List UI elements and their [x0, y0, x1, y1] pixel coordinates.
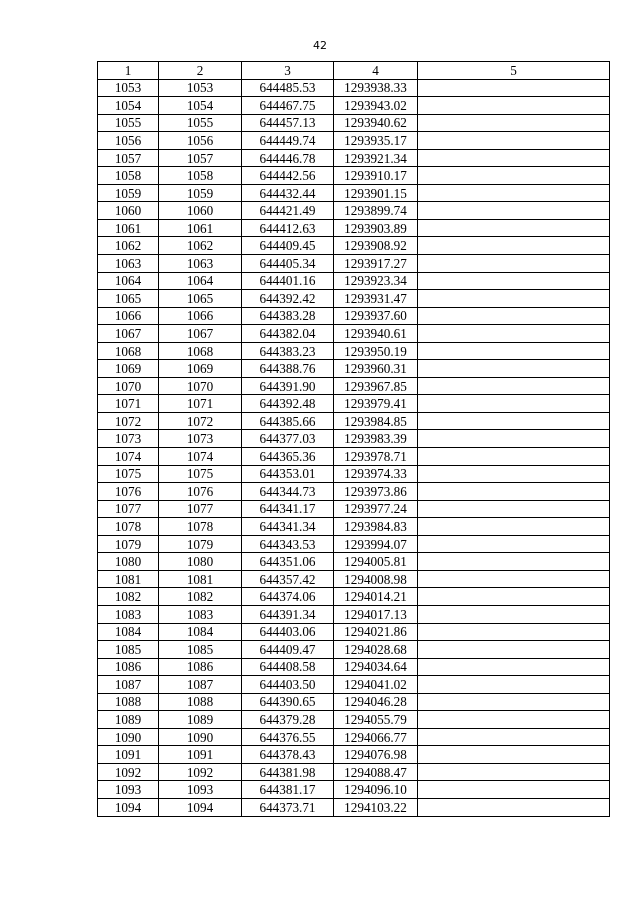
table-cell: 644442.56 [242, 167, 334, 185]
table-cell: 1069 [159, 360, 242, 378]
table-cell: 1056 [159, 132, 242, 150]
table-cell: 1294096.10 [334, 781, 418, 799]
table-cell: 1083 [98, 605, 159, 623]
table-cell [418, 781, 610, 799]
table-row [98, 202, 610, 220]
header-cell: 1 [98, 62, 159, 80]
table-row [98, 132, 610, 150]
table-cell: 1089 [159, 711, 242, 729]
table-cell: 644405.34 [242, 255, 334, 273]
table-cell: 1293921.34 [334, 149, 418, 167]
table-cell: 1294103.22 [334, 798, 418, 816]
table-cell: 1293935.17 [334, 132, 418, 150]
table-row [98, 483, 610, 501]
table-cell: 1091 [98, 746, 159, 764]
table-cell: 1066 [159, 307, 242, 325]
table-cell: 1293960.31 [334, 360, 418, 378]
table-cell: 1056 [98, 132, 159, 150]
table-cell [418, 711, 610, 729]
table-cell: 644485.53 [242, 79, 334, 97]
table-row [98, 570, 610, 588]
table-cell: 1076 [98, 483, 159, 501]
table-cell: 1058 [159, 167, 242, 185]
table-cell: 644357.42 [242, 570, 334, 588]
table-cell [418, 728, 610, 746]
table-cell: 644403.06 [242, 623, 334, 641]
table-cell: 644391.34 [242, 605, 334, 623]
table-cell: 1294055.79 [334, 711, 418, 729]
table-cell: 1085 [98, 641, 159, 659]
table-cell: 1092 [98, 763, 159, 781]
table-row [98, 360, 610, 378]
table-cell: 1078 [159, 518, 242, 536]
table-row [98, 342, 610, 360]
table-cell: 1294028.68 [334, 641, 418, 659]
table-cell [418, 623, 610, 641]
table-cell: 644379.28 [242, 711, 334, 729]
table-cell: 1294066.77 [334, 728, 418, 746]
table-cell: 1064 [98, 272, 159, 290]
table-cell: 1294017.13 [334, 605, 418, 623]
table-cell [418, 219, 610, 237]
table-cell: 644383.23 [242, 342, 334, 360]
table-row [98, 500, 610, 518]
table-cell: 1067 [98, 325, 159, 343]
table-cell [418, 746, 610, 764]
table-cell: 1293899.74 [334, 202, 418, 220]
table-row [98, 641, 610, 659]
table-cell: 1080 [159, 553, 242, 571]
header-cell: 5 [418, 62, 610, 80]
table-cell: 1085 [159, 641, 242, 659]
table-cell: 644449.74 [242, 132, 334, 150]
table-row [98, 377, 610, 395]
table-cell: 644390.65 [242, 693, 334, 711]
table-cell: 644409.45 [242, 237, 334, 255]
table-cell [418, 360, 610, 378]
table-cell [418, 430, 610, 448]
table-row [98, 798, 610, 816]
table-cell: 1057 [98, 149, 159, 167]
table-cell: 1093 [98, 781, 159, 799]
table-cell: 1089 [98, 711, 159, 729]
table-cell: 1059 [159, 184, 242, 202]
table-cell: 1075 [98, 465, 159, 483]
table-cell: 644381.98 [242, 763, 334, 781]
table-cell [418, 465, 610, 483]
table-cell: 1053 [98, 79, 159, 97]
table-cell: 644401.16 [242, 272, 334, 290]
table-cell: 1054 [98, 97, 159, 115]
table-cell: 1063 [159, 255, 242, 273]
table-cell: 1066 [98, 307, 159, 325]
table-cell: 1094 [98, 798, 159, 816]
table-cell: 644446.78 [242, 149, 334, 167]
table-cell [418, 167, 610, 185]
table-cell: 1059 [98, 184, 159, 202]
table-cell: 1293943.02 [334, 97, 418, 115]
table-cell: 1074 [98, 448, 159, 466]
table-cell: 644351.06 [242, 553, 334, 571]
table-row [98, 97, 610, 115]
table-cell: 1293910.17 [334, 167, 418, 185]
table-cell: 644382.04 [242, 325, 334, 343]
table-cell: 644432.44 [242, 184, 334, 202]
table-cell: 1070 [159, 377, 242, 395]
page-number: 42 [313, 39, 327, 52]
table-cell: 1057 [159, 149, 242, 167]
table-cell [418, 518, 610, 536]
table-cell: 644421.49 [242, 202, 334, 220]
table-row [98, 184, 610, 202]
table-cell: 1080 [98, 553, 159, 571]
table-cell: 644388.76 [242, 360, 334, 378]
table-cell: 1293983.39 [334, 430, 418, 448]
table-row [98, 237, 610, 255]
table-cell [418, 202, 610, 220]
table-cell [418, 114, 610, 132]
table-cell: 1293908.92 [334, 237, 418, 255]
table-row [98, 149, 610, 167]
table-cell: 1071 [98, 395, 159, 413]
table-cell: 644467.75 [242, 97, 334, 115]
table-cell [418, 132, 610, 150]
table-cell [418, 588, 610, 606]
header-cell: 3 [242, 62, 334, 80]
table-cell: 1072 [159, 412, 242, 430]
table-cell: 1293940.62 [334, 114, 418, 132]
table-cell: 644353.01 [242, 465, 334, 483]
table-cell [418, 658, 610, 676]
table-cell: 644373.71 [242, 798, 334, 816]
table-row [98, 219, 610, 237]
table-cell: 644383.28 [242, 307, 334, 325]
table-cell: 1058 [98, 167, 159, 185]
table-cell: 644392.42 [242, 290, 334, 308]
table-cell [418, 641, 610, 659]
table-cell: 1054 [159, 97, 242, 115]
table-cell: 1055 [98, 114, 159, 132]
table-cell: 1061 [98, 219, 159, 237]
table-row [98, 465, 610, 483]
table-cell: 644457.13 [242, 114, 334, 132]
table-cell: 644408.58 [242, 658, 334, 676]
table-cell: 644409.47 [242, 641, 334, 659]
table-row [98, 325, 610, 343]
table-row [98, 448, 610, 466]
table-cell: 644391.90 [242, 377, 334, 395]
table-cell [418, 763, 610, 781]
table-cell: 1072 [98, 412, 159, 430]
table-cell: 1064 [159, 272, 242, 290]
table-cell: 1293923.34 [334, 272, 418, 290]
table-cell: 1079 [98, 535, 159, 553]
table-row [98, 272, 610, 290]
table-cell [418, 79, 610, 97]
table-cell [418, 412, 610, 430]
table-cell [418, 377, 610, 395]
table-cell: 644385.66 [242, 412, 334, 430]
table-cell: 1065 [98, 290, 159, 308]
table-cell: 1293979.41 [334, 395, 418, 413]
table-cell: 1081 [98, 570, 159, 588]
table-cell: 1090 [159, 728, 242, 746]
table-cell: 1061 [159, 219, 242, 237]
table-cell: 644343.53 [242, 535, 334, 553]
table-cell: 1079 [159, 535, 242, 553]
table-cell: 1086 [98, 658, 159, 676]
table-cell [418, 184, 610, 202]
table-cell: 644365.36 [242, 448, 334, 466]
table-row [98, 114, 610, 132]
table-cell: 1293940.61 [334, 325, 418, 343]
table-cell: 1088 [159, 693, 242, 711]
table-cell: 1294014.21 [334, 588, 418, 606]
table-cell: 1088 [98, 693, 159, 711]
header-row [98, 62, 610, 80]
table-cell: 1075 [159, 465, 242, 483]
table-cell: 1084 [98, 623, 159, 641]
table-cell: 644344.73 [242, 483, 334, 501]
table-cell: 1065 [159, 290, 242, 308]
header-cell: 2 [159, 62, 242, 80]
table-cell [418, 500, 610, 518]
table-cell [418, 798, 610, 816]
table-cell: 1293931.47 [334, 290, 418, 308]
table-cell: 1068 [98, 342, 159, 360]
table-cell: 1086 [159, 658, 242, 676]
table-cell: 1087 [159, 676, 242, 694]
table-cell: 1293977.24 [334, 500, 418, 518]
table-cell [418, 605, 610, 623]
table-cell [418, 553, 610, 571]
table-cell: 644341.17 [242, 500, 334, 518]
table-cell: 1069 [98, 360, 159, 378]
table-cell: 1092 [159, 763, 242, 781]
table-cell [418, 307, 610, 325]
table-row [98, 746, 610, 764]
table-cell: 1293984.83 [334, 518, 418, 536]
table-cell: 1294021.86 [334, 623, 418, 641]
table-cell: 1074 [159, 448, 242, 466]
table-cell: 1293984.85 [334, 412, 418, 430]
table-cell [418, 676, 610, 694]
table-body [98, 79, 610, 816]
table-cell: 1294046.28 [334, 693, 418, 711]
table-row [98, 658, 610, 676]
table-cell: 1060 [98, 202, 159, 220]
table-row [98, 412, 610, 430]
table-cell: 1077 [159, 500, 242, 518]
table-cell: 1293973.86 [334, 483, 418, 501]
table-row [98, 676, 610, 694]
table-cell: 644381.17 [242, 781, 334, 799]
table-cell: 1090 [98, 728, 159, 746]
table-cell [418, 290, 610, 308]
table-row [98, 763, 610, 781]
table-cell [418, 448, 610, 466]
table-cell [418, 97, 610, 115]
table-cell: 1081 [159, 570, 242, 588]
table-cell: 644341.34 [242, 518, 334, 536]
table-row [98, 623, 610, 641]
table-cell: 1091 [159, 746, 242, 764]
table-cell: 1053 [159, 79, 242, 97]
table-cell [418, 325, 610, 343]
table-cell: 1293901.15 [334, 184, 418, 202]
table-row [98, 693, 610, 711]
table-row [98, 728, 610, 746]
table-row [98, 167, 610, 185]
table-cell: 1293917.27 [334, 255, 418, 273]
table-cell: 1293937.60 [334, 307, 418, 325]
table-cell: 1083 [159, 605, 242, 623]
header-cell: 4 [334, 62, 418, 80]
table-cell [418, 395, 610, 413]
table-row [98, 255, 610, 273]
table-cell [418, 272, 610, 290]
table-cell: 644392.48 [242, 395, 334, 413]
table-row [98, 553, 610, 571]
table-cell: 1073 [159, 430, 242, 448]
table-cell: 1070 [98, 377, 159, 395]
table-cell: 1076 [159, 483, 242, 501]
table-cell: 1060 [159, 202, 242, 220]
table-cell: 1078 [98, 518, 159, 536]
table-cell: 644374.06 [242, 588, 334, 606]
table-cell [418, 570, 610, 588]
table-cell: 1294041.02 [334, 676, 418, 694]
table-row [98, 711, 610, 729]
table-cell: 1055 [159, 114, 242, 132]
table-cell: 1293950.19 [334, 342, 418, 360]
table-cell: 1293903.89 [334, 219, 418, 237]
table-row [98, 307, 610, 325]
table-row [98, 290, 610, 308]
table-row [98, 395, 610, 413]
table-cell: 1071 [159, 395, 242, 413]
table-row [98, 79, 610, 97]
table-row [98, 535, 610, 553]
table-cell: 1294088.47 [334, 763, 418, 781]
table-row [98, 588, 610, 606]
table-cell: 1087 [98, 676, 159, 694]
table-cell [418, 237, 610, 255]
table-cell: 1294076.98 [334, 746, 418, 764]
table-cell: 1293994.07 [334, 535, 418, 553]
table-cell [418, 149, 610, 167]
table-cell: 644412.63 [242, 219, 334, 237]
coordinates-table [97, 61, 610, 817]
table-cell: 1293974.33 [334, 465, 418, 483]
table-row [98, 781, 610, 799]
table-row [98, 518, 610, 536]
table-cell: 644377.03 [242, 430, 334, 448]
table-cell: 1293938.33 [334, 79, 418, 97]
table-cell [418, 255, 610, 273]
table-cell: 1077 [98, 500, 159, 518]
table-cell: 1068 [159, 342, 242, 360]
table-cell: 1093 [159, 781, 242, 799]
table-cell: 1294008.98 [334, 570, 418, 588]
table-cell [418, 342, 610, 360]
table-cell: 1293978.71 [334, 448, 418, 466]
table-cell: 644403.50 [242, 676, 334, 694]
table-cell: 644378.43 [242, 746, 334, 764]
table-cell [418, 535, 610, 553]
table-cell [418, 693, 610, 711]
table-cell: 1067 [159, 325, 242, 343]
table-row [98, 430, 610, 448]
table-cell: 644376.55 [242, 728, 334, 746]
table-cell: 1062 [98, 237, 159, 255]
table-cell: 1294034.64 [334, 658, 418, 676]
table-cell: 1293967.85 [334, 377, 418, 395]
table-cell [418, 483, 610, 501]
table-cell: 1084 [159, 623, 242, 641]
table-row [98, 605, 610, 623]
table-cell: 1294005.81 [334, 553, 418, 571]
table-cell: 1082 [98, 588, 159, 606]
table-cell: 1062 [159, 237, 242, 255]
table-cell: 1094 [159, 798, 242, 816]
table-cell: 1063 [98, 255, 159, 273]
table-cell: 1082 [159, 588, 242, 606]
table-cell: 1073 [98, 430, 159, 448]
